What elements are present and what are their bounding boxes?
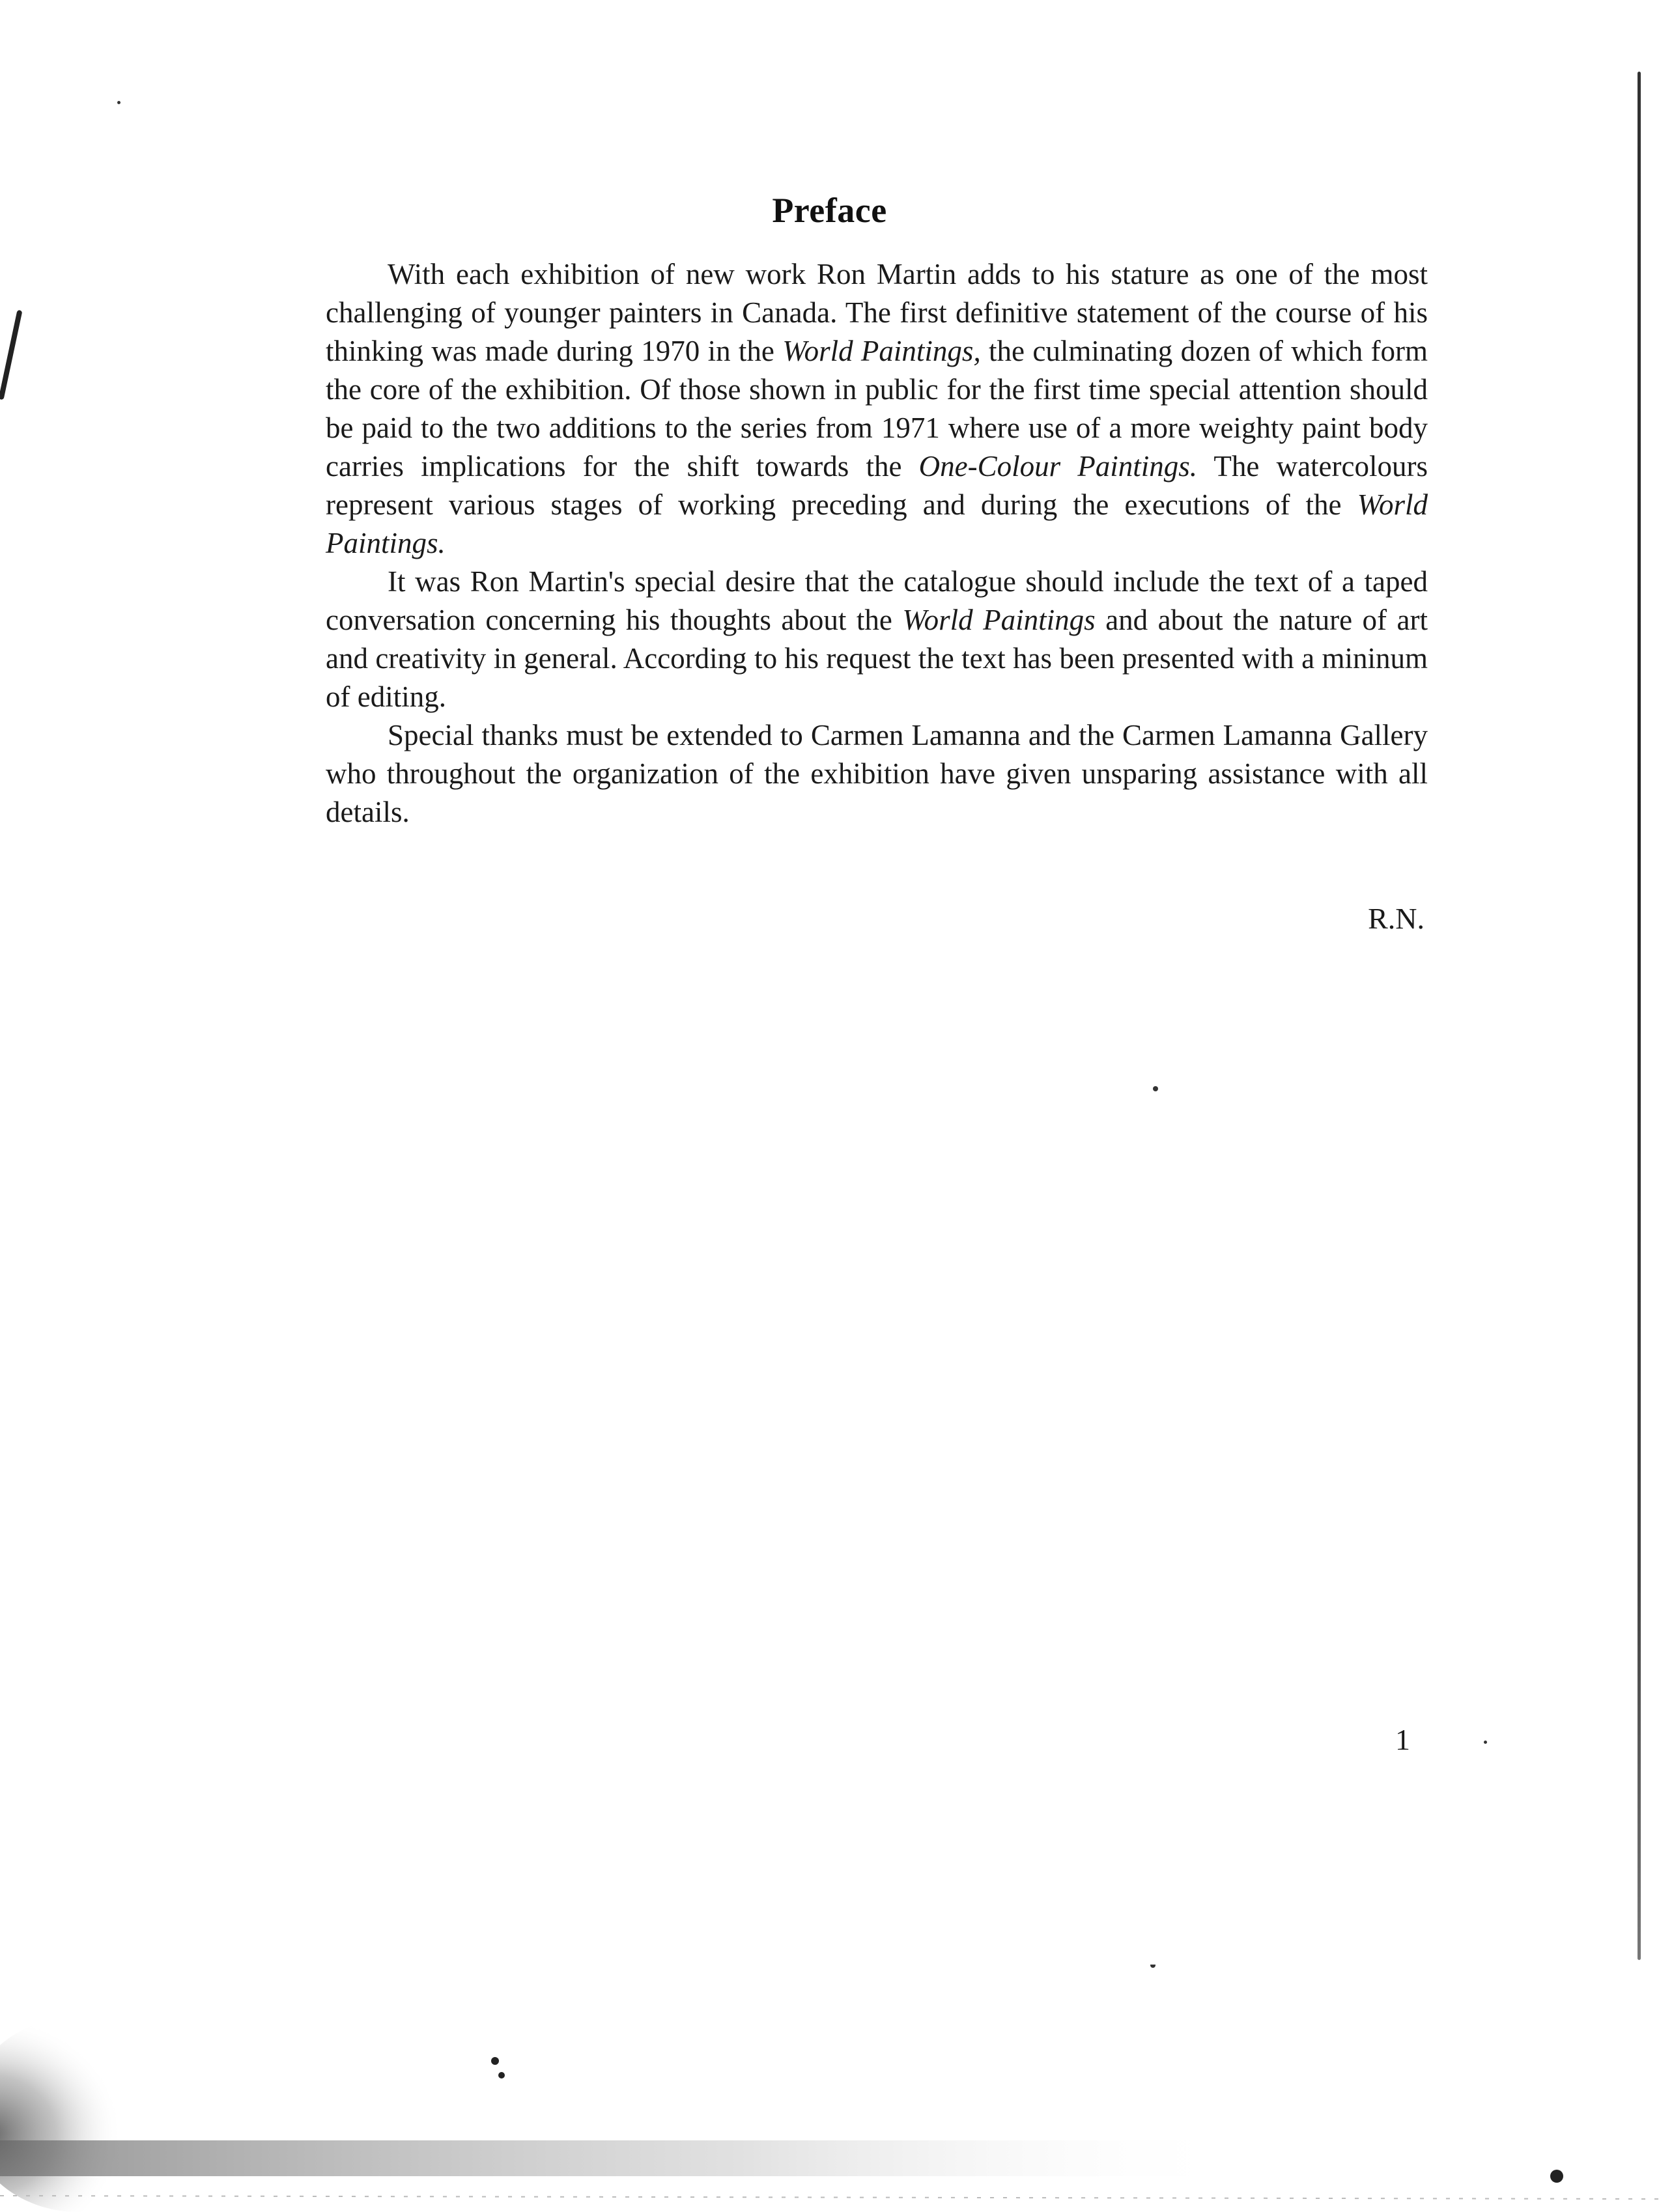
paragraph <box>326 255 1428 563</box>
text-run: With each exhibition of new work Ron Martin adds to his stature as one of the most challenging of younger painters in Canada. The first definitive statement of the course of his thinking was made during 1970 in the <box>326 258 1428 367</box>
text-run: The watercolours represent various stages of working preceding and during the executions of the <box>326 450 1428 521</box>
paragraph <box>326 563 1428 716</box>
page-title: Preface <box>772 191 887 230</box>
italic-title: World Paintings <box>902 604 1096 636</box>
page-number: 1 <box>1395 1723 1410 1756</box>
scan-mark <box>0 310 22 400</box>
italic-title: World Paintings. <box>326 488 1428 559</box>
body-text <box>326 255 1428 832</box>
scan-speck <box>1153 1086 1158 1091</box>
scan-speck <box>117 101 121 104</box>
italic-title: World Paintings, <box>782 335 981 367</box>
text-run: It was Ron Martin's special desire that the catalogue should include the text of a taped conversation concerning his thoughts about the <box>326 565 1428 636</box>
scan-smudge <box>0 1965 1659 2212</box>
page-edge-shadow <box>1638 72 1641 1960</box>
text-run: and about the nature of art and creativity in general. According to his request the text has been presented with a mininum of editing. <box>326 604 1428 713</box>
paragraph <box>326 716 1428 832</box>
italic-title: One-Colour Paintings. <box>918 450 1198 483</box>
signature-initials: R.N. <box>1368 902 1425 935</box>
text-run: Special thanks must be extended to Carmen Lamanna and the Carmen Lamanna Gallery who throughout the organization of the exhibition have given unsparing assistance with all details. <box>326 719 1428 828</box>
text-run: the culminating dozen of which form the core of the exhibition. Of those shown in public for the first time special attention should be paid to the two additions to the series from 1971 where use of a more weighty paint body carries implications for the shift towards the <box>326 335 1428 483</box>
scan-speck <box>1484 1741 1487 1744</box>
